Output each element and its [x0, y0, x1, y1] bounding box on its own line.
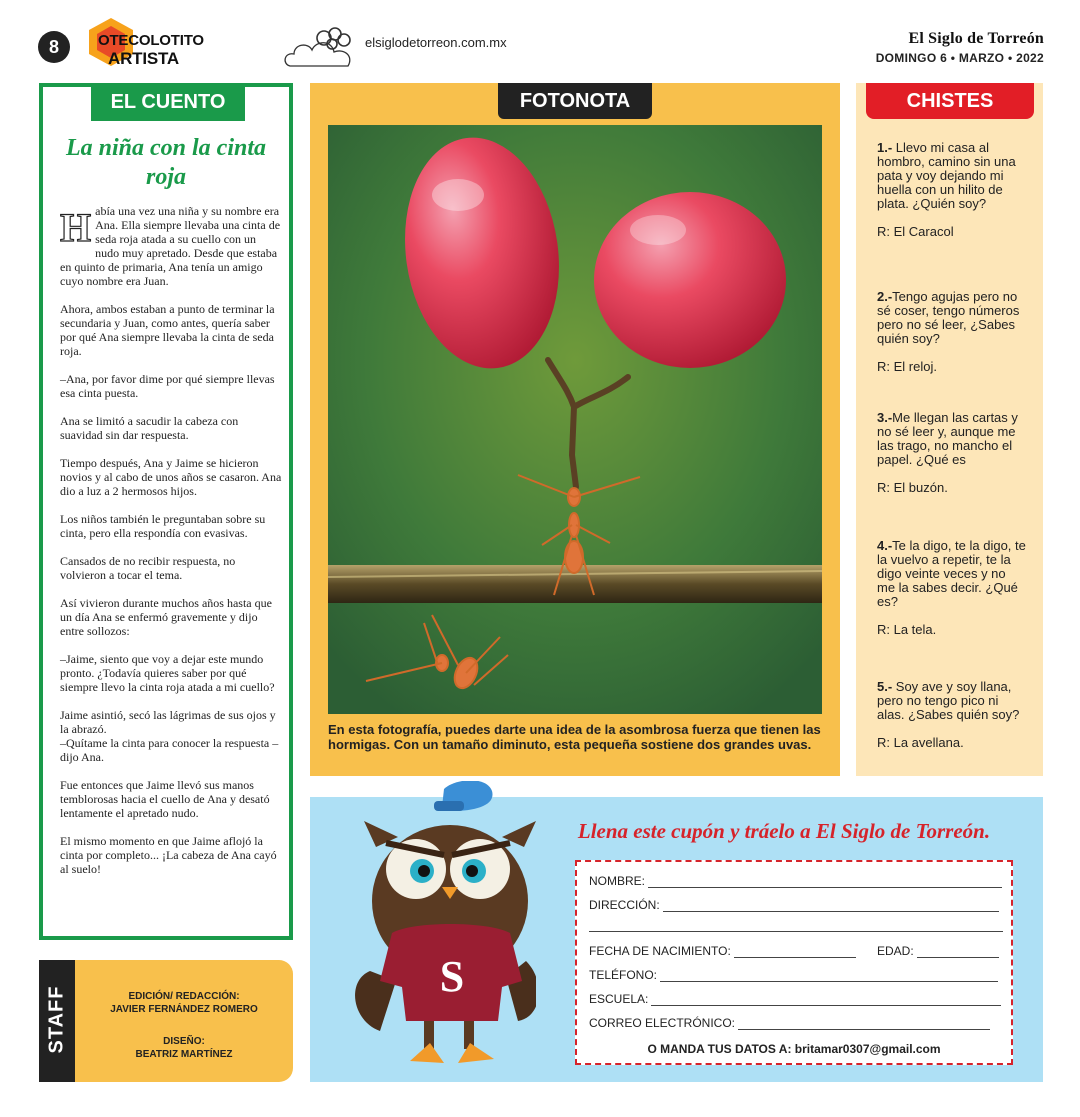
- joke-answer: R: El reloj.: [877, 359, 937, 374]
- joke-item: 4.-Te la digo, te la digo, te la vuelvo a repetir, te la digo veinte veces y no me la sabes decir. ¿Qué es? R: La tela.: [877, 538, 1026, 637]
- address-input-line-2[interactable]: [589, 931, 1003, 932]
- school-input-line[interactable]: [651, 995, 1001, 1006]
- staff-name-design: BEATRIZ MARTÍNEZ: [135, 1049, 233, 1060]
- section-logo: [98, 32, 204, 68]
- story-paragraph: Tiempo después, Ana y Jaime se hicieron novios y al cabo de unos años se casaron. Ana dio a luz a 2 hermosos hijos.: [60, 456, 282, 498]
- joke-item: 1.- Llevo mi casa al hombro, camino sin una pata y voy dejando mi huella con un hilito de plata. ¿Quién soy? R: El Caracol: [877, 141, 1027, 239]
- staff-side-bar: [39, 960, 75, 1082]
- story-paragraph: Los niños también le preguntaban sobre su cinta, pero ella respondía con evasivas.: [60, 512, 266, 540]
- phone-label: TELÉFONO:: [589, 968, 658, 982]
- story-paragraph: Así vivieron durante muchos años hasta que un día Ana se enfermó gravemente y dijo entre sollozos:: [60, 596, 272, 638]
- name-input-line[interactable]: [648, 877, 1002, 888]
- mascot-shirt-letter: S: [439, 952, 465, 1001]
- age-field[interactable]: [877, 944, 999, 958]
- joke-answer: R: El buzón.: [877, 480, 948, 495]
- phone-input-line[interactable]: [660, 971, 998, 982]
- address-field[interactable]: [589, 898, 999, 912]
- story-paragraph: Jaime asintió, secó las lágrimas de sus ojos y la abrazó. –Quítame la cinta para conocer la respuesta –dijo Ana.: [60, 708, 279, 764]
- section-logo-line2: ARTISTA: [108, 49, 179, 68]
- school-field[interactable]: [589, 992, 1001, 1006]
- story-body: [60, 204, 282, 890]
- email-input-line[interactable]: [738, 1019, 990, 1030]
- website-url[interactable]: elsiglodetorreon.com.mx: [365, 35, 507, 50]
- joke-item: 5.- Soy ave y soy llana, pero no tengo pico ni alas. ¿Sabes quién soy? R: La avellana.: [877, 680, 1027, 750]
- joke-answer: R: La avellana.: [877, 735, 964, 750]
- birthdate-field[interactable]: [589, 944, 856, 958]
- joke-item: 3.-Me llegan las cartas y no sé leer y, aunque me las trago, no mancho el papel. ¿Qué es R: El buzón.: [877, 411, 1027, 495]
- page-number: 8: [38, 31, 70, 63]
- staff-box: [39, 960, 293, 1082]
- age-label: EDAD:: [877, 944, 914, 958]
- fotonota-tab: FOTONOTA: [498, 83, 652, 119]
- school-label: ESCUELA:: [589, 992, 649, 1006]
- address-input-line[interactable]: [663, 901, 999, 912]
- section-logo-line1: OTECOLOTITO: [98, 32, 204, 49]
- joke-item: 2.-Tengo agujas pero no sé coser, tengo números pero no sé leer, ¿Sabes quién soy? R: El reloj.: [877, 290, 1027, 374]
- story-paragraph: –Ana, por favor dime por qué siempre llevas esa cinta puesta.: [60, 372, 275, 400]
- story-paragraph: Fue entonces que Jaime llevó sus manos temblorosas hacia el cuello de Ana y desató lentamente el apretado nudo.: [60, 778, 270, 820]
- story-paragraph: Había una vez una niña y su nombre era Ana. Ella siempre llevaba una cinta de seda roja atada a su cuello con un nudo muy apretado. Desde que estaba en quinto de primaria, Ana tenía un amigo cuyo nombre era Juan.: [60, 204, 281, 288]
- email-field[interactable]: [589, 1016, 990, 1030]
- photo-caption: En esta fotografía, puedes darte una idea de la asombrosa fuerza que tienen las hormigas. Con un tamaño diminuto, esta pequeña sostiene dos grandes uvas.: [328, 722, 821, 752]
- cloud-doodle-icon: [282, 24, 362, 78]
- name-label: NOMBRE:: [589, 874, 646, 888]
- birthdate-input-line[interactable]: [734, 947, 856, 958]
- newspaper-masthead: El Siglo de Torreón: [908, 30, 1044, 47]
- staff-role-design: DISEÑO:: [163, 1036, 205, 1047]
- date-line: DOMINGO 6 • MARZO • 2022: [875, 51, 1044, 65]
- story-section: [39, 83, 293, 940]
- phone-field[interactable]: [589, 968, 998, 982]
- send-data-instruction: O MANDA TUS DATOS A: britamar0307@gmail.com: [647, 1042, 941, 1056]
- coupon-section: [310, 797, 1043, 1082]
- staff-role-editing: EDICIÓN/ REDACCIÓN:: [128, 991, 240, 1002]
- name-field[interactable]: [589, 874, 1002, 888]
- coupon-title: Llena este cupón y tráelo a El Siglo de Torreón.: [577, 819, 991, 843]
- story-paragraph: Ana se limitó a sacudir la cabeza con suavidad sin dar respuesta.: [60, 414, 239, 442]
- story-title: La niña con la cinta roja: [65, 135, 267, 190]
- story-paragraph: El mismo momento en que Jaime aflojó la cinta por completo... ¡La cabeza de Ana cayó al suelo!: [60, 834, 277, 876]
- staff-name-editing: JAVIER FERNÁNDEZ ROMERO: [110, 1004, 258, 1015]
- age-input-line[interactable]: [917, 947, 999, 958]
- email-label: CORREO ELECTRÓNICO:: [589, 1016, 736, 1030]
- staff-label: STAFF: [45, 985, 68, 1054]
- story-tab: EL CUENTO: [91, 83, 245, 121]
- story-paragraph: Ahora, ambos estaban a punto de terminar la secundaria y Juan, como antes, quería saber por qué Ana siempre llevaba la cinta de seda roja.: [60, 302, 275, 358]
- drop-cap: H: [60, 205, 92, 250]
- jokes-section: [856, 83, 1043, 776]
- joke-answer: R: La tela.: [877, 622, 937, 637]
- birthdate-label: FECHA DE NACIMIENTO:: [589, 944, 731, 958]
- story-paragraph: –Jaime, siento que voy a dejar este mundo pronto. ¿Todavía quieres saber por qué siempre llevo la cinta roja atada a mi cuello?: [60, 652, 275, 694]
- story-paragraph: Cansados de no recibir respuesta, no volvieron a tocar el tema.: [60, 554, 236, 582]
- address-label: DIRECCIÓN:: [589, 898, 660, 912]
- joke-answer: R: El Caracol: [877, 224, 954, 239]
- fotonota-section: [310, 83, 840, 776]
- jokes-tab: CHISTES: [866, 83, 1034, 119]
- owl-mascot-icon: [346, 781, 536, 1081]
- coupon-form: [575, 860, 1013, 1065]
- ant-grapes-photo: [328, 125, 822, 714]
